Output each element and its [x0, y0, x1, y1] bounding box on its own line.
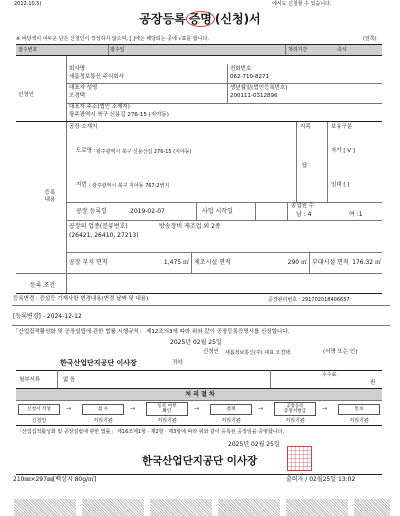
step-2-box: 접 수 [82, 404, 124, 415]
arrow-4-icon: → [258, 405, 264, 412]
security-pattern-3 [150, 499, 212, 516]
fee-label: 수수료 [322, 372, 337, 378]
registration-label: 등록 내용 [44, 190, 56, 203]
rep-value: 오경택 [69, 93, 85, 99]
security-pattern-5 [286, 499, 348, 516]
statement-honorific: 귀하 [172, 360, 183, 366]
birth-value: 200111-0312896 [230, 93, 278, 99]
phone-value: 062-710-8271 [230, 74, 269, 80]
step-6-box: 통보 [338, 404, 380, 415]
step-4-box: 결재 [210, 404, 252, 415]
conditions-label: 등록 조건 [30, 282, 56, 289]
road-value: 광주광역시 북구 신용산길 276-15 (지야동) [96, 149, 192, 155]
applicant-sign-label: 신청인 [203, 349, 219, 355]
employees-female: 여 :1 [349, 211, 363, 218]
attached-area-label: 부대시설 면적 [312, 259, 349, 266]
certification-date: 2025년 02월 25일 [228, 441, 280, 448]
step-3-actor: 처리기관 [157, 418, 177, 424]
reg-date-value: 2019-02-07 [130, 208, 165, 215]
receipt-row [16, 45, 382, 55]
lease-check: 임대 [ ] [331, 182, 350, 188]
page-title [0, 12, 400, 26]
step-1-box: 신청서 작성 [18, 404, 60, 415]
change-label: 등록변경 : 증설등 기재사항 변경내용(변경 날짜 및 내용) [13, 296, 149, 302]
sign-placeholder: (서명 또는 인) [323, 349, 358, 355]
title-pre: 공장등록 [139, 12, 186, 26]
industry-codes: (26421, 26410, 27213) [69, 232, 139, 239]
statement-addressee: 한국산업단지공단 이사장 [60, 359, 137, 367]
security-pattern-6 [354, 499, 390, 516]
step-5-actor: 처리기관 [285, 418, 305, 424]
step-6-actor: 처리기관 [349, 418, 369, 424]
building-area-value: 290 ㎡ [287, 259, 307, 266]
right-note: 에서도 신청할 수 있습니다. [272, 1, 332, 7]
step-3-box: 등록 여부 확인 [146, 402, 188, 416]
title-stamp-word: 증명 [186, 11, 215, 27]
building-area-label: 제조시설 면적 [194, 259, 231, 266]
print-info: 출력자 / 02월25일 13:02 [286, 476, 356, 483]
instruction: ※ 바탕색이 어두운 난은 신청인이 작성하지 않으며, [ ]에는 해당되는 곳에 √표를 합니다. [16, 36, 209, 42]
fee-value: 원 [370, 380, 376, 386]
land-type-label: 지목 [300, 124, 311, 130]
official-seal-icon [287, 446, 312, 471]
receipt-date-label: 접수일 [110, 47, 125, 53]
site-area-label: 공장 부지 면적 [69, 259, 108, 266]
step-1-actor: 신청인 [31, 418, 47, 424]
possession-label: 보유구분 [331, 124, 353, 130]
employees-male: 남 : 4 [296, 211, 312, 218]
reg-date-label: 공장 등록일 [76, 208, 107, 215]
certification-text: 「산업집적활성화 및 공장설립에 관한 법률」 제16조제1항 · 제2항 · 제3항에 따라 위와 같이 등록된 공장임을 증명합니다. [17, 429, 285, 435]
statement-text: 「산업집적활성화 및 공장설립에 관한 법률 시행규칙」 제12조의3에 따라 위와 같이 공장등록증명서를 신청합니다. [13, 329, 290, 335]
industry-label: 공장의 업종(분류번호) [69, 223, 128, 230]
applicant-label: 신청인 [18, 92, 34, 98]
road-label: 도로명 : [76, 148, 96, 154]
certification-issuer: 한국산업단지공단 이사장 [142, 455, 258, 467]
address-label: 대표자 주소(법인 소재지) [69, 104, 130, 110]
lot-label: 지번 : [76, 182, 91, 188]
attached-area-value: 176.32 ㎡ [352, 259, 381, 266]
birth-label: 생년월일(법인등록번호) [230, 85, 288, 91]
arrow-3-icon: → [194, 405, 200, 412]
applicant-sign-value: 새롬정보통신(주) 대표 오경택 [225, 350, 291, 356]
mgmt-number: 공장관리번호 : 291702018406657 [268, 297, 350, 303]
industry-value: 방송장비 제조업 외 2종 [159, 223, 221, 230]
docs-value: 없 음 [63, 377, 76, 383]
lot-value: 광주광역시 북구 지야동 767-2번지 [92, 183, 170, 189]
company-label: 회사명 [69, 66, 85, 72]
arrow-1-icon: → [66, 405, 72, 412]
security-pattern-4 [218, 499, 280, 516]
processing-period-value: 즉시 [337, 47, 347, 53]
step-2-actor: 처리기관 [93, 418, 113, 424]
employees-label: 종업원 수 [291, 203, 315, 209]
docs-label: 첨부서류 [19, 377, 41, 383]
receipt-no-label: 접수번호 [18, 47, 38, 53]
site-area-value: 1,475 ㎡ [163, 259, 189, 266]
date-note: 2012.10.5) [14, 1, 42, 7]
statement-date: 2025년 02월 25일 [170, 339, 222, 346]
paper-spec: 210㎜×297㎜[백상지 80g/㎡] [13, 476, 97, 483]
change-date-line: [등록변경] - 2024-12-12 [13, 313, 82, 320]
step-5-box: 공장등록 증명서발급 [274, 402, 316, 416]
procedure-title: 처 리 절 차 [185, 391, 215, 398]
address-value: 광주광역시 북구 신용길 276-15 (지야동) [69, 112, 169, 118]
security-pattern-1 [14, 499, 76, 516]
land-type-value: 답 [302, 163, 308, 169]
self-owned-check: 자가 [ V ] [331, 148, 355, 154]
arrow-5-icon: → [322, 405, 328, 412]
processing-period-label: 처리기간 [288, 47, 308, 53]
company-value: 새롬정보통신 주식회사 [69, 74, 124, 80]
location-label: 공장 소재지 [69, 124, 98, 130]
step-4-actor: 처리기관 [221, 418, 241, 424]
arrow-2-icon: → [130, 405, 136, 412]
security-pattern-2 [82, 499, 144, 516]
start-date-label: 사업 시작일 [202, 208, 233, 215]
page-side-note: (앞쪽) [363, 36, 377, 42]
phone-label: 전화번호 [230, 66, 252, 72]
title-post: (신청)서 [214, 12, 261, 26]
rep-label: 대표자 성명 [69, 85, 98, 91]
